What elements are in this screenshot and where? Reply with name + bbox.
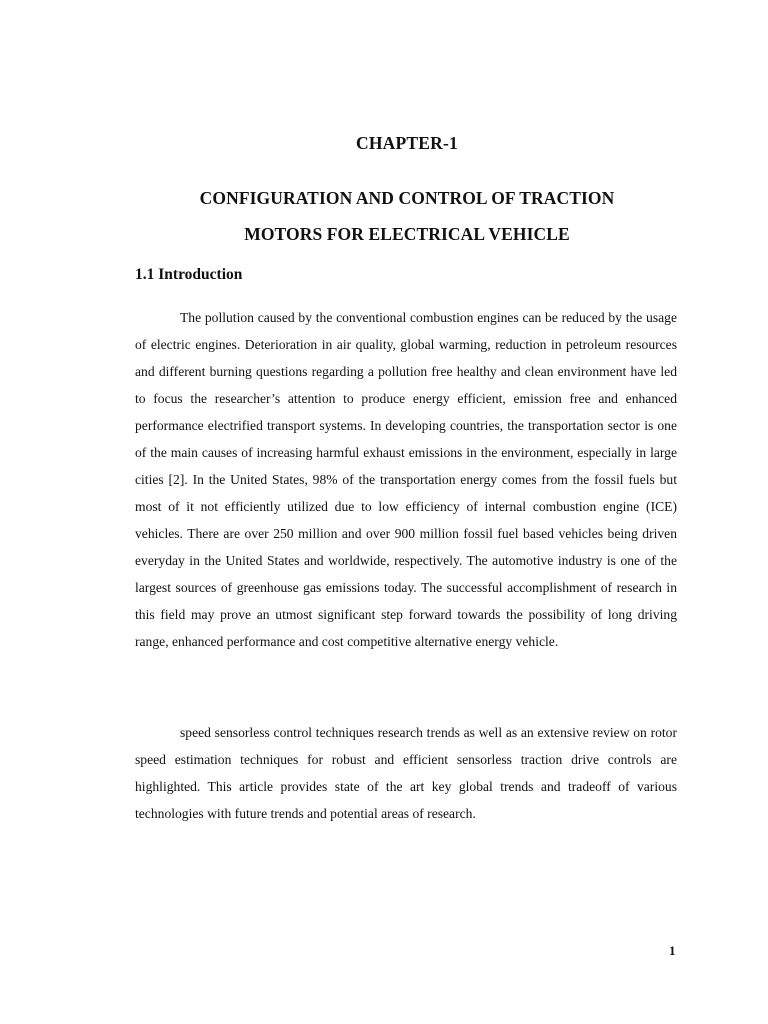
section-heading: 1.1 Introduction bbox=[135, 266, 243, 283]
chapter-title bbox=[0, 180, 768, 252]
intro-paragraph-1: The pollution caused by the conventional combustion engines can be reduced by the usage of electric engines. Deterioration in air quality, global warming, reduction in petroleum resources and different burning questions regarding a pollution free healthy and clean environment have led to focus the researcher’s attention to produce energy efficient, emission free and enhanced performance electrified transport systems. In developing countries, the transportation sector is one of the main causes of increasing harmful exhaust emissions in the environment, especially in large cities [2]. In the United States, 98% of the transportation energy comes from the fossil fuels but most of it not efficiently utilized due to low efficiency of internal combustion engine (ICE) vehicles. There are over 250 million and over 900 million fossil fuel based vehicles being driven everyday in the United States and worldwide, respectively. The automotive industry is one of the largest sources of greenhouse gas emissions today. The successful accomplishment of research in this field may prove an utmost significant step forward towards the possibility of long driving range, enhanced performance and cost competitive alternative energy vehicle. bbox=[135, 310, 677, 649]
chapter-title-line-1: CONFIGURATION AND CONTROL OF TRACTION bbox=[199, 188, 615, 208]
intro-paragraph-2: speed sensorless control techniques research trends as well as an extensive review on rotor speed estimation techniques for robust and efficient sensorless traction drive controls are highlighted. This article provides state of the art key global trends and tradeoff of various technologies with future trends and potential areas of research. bbox=[135, 725, 677, 821]
chapter-label: CHAPTER-1 bbox=[356, 133, 458, 153]
chapter-title-line-2: MOTORS FOR ELECTRICAL VEHICLE bbox=[244, 224, 570, 244]
page-number: 1 bbox=[669, 943, 676, 958]
